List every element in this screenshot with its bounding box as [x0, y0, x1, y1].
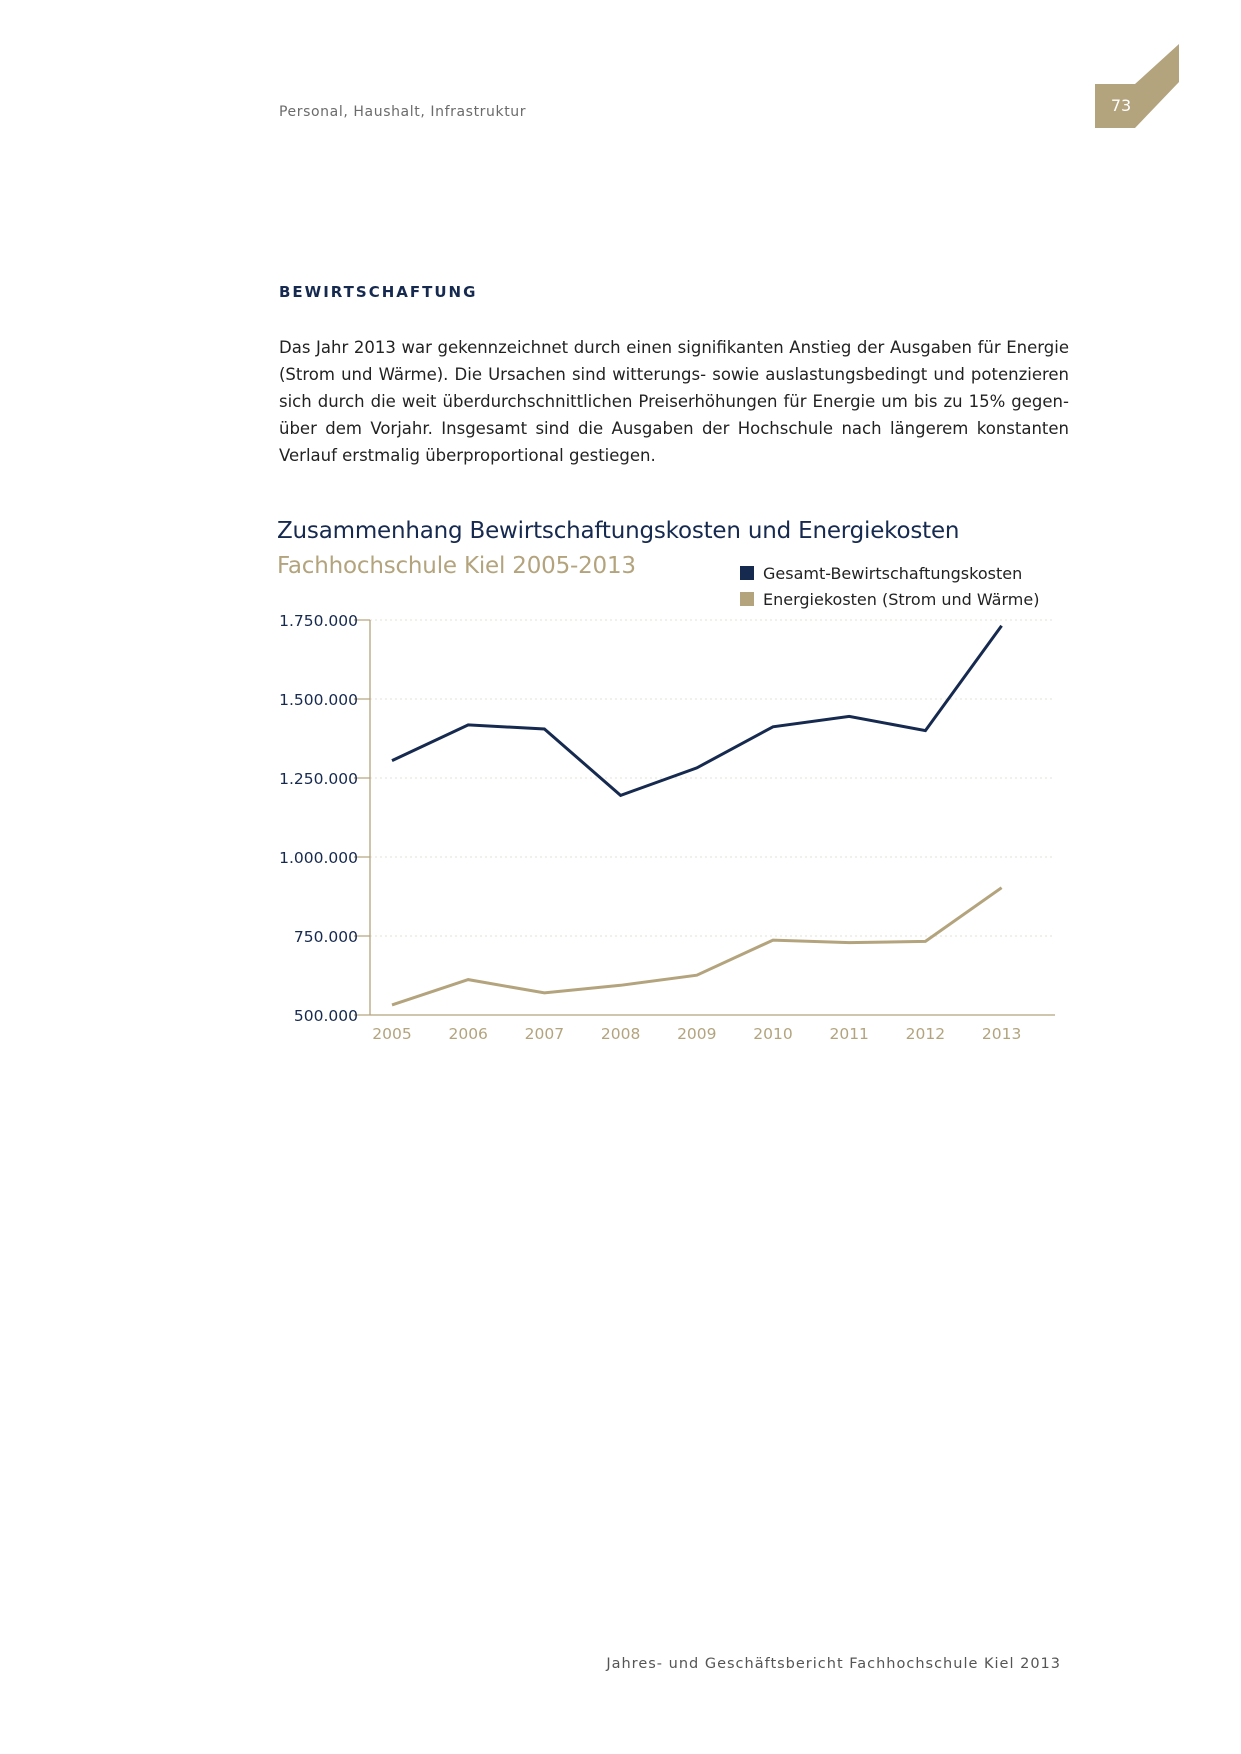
- x-tick-label: 2005: [372, 1025, 412, 1043]
- series-line-gesamt: [392, 626, 1002, 796]
- legend-label-energie: Energiekosten (Strom und Wärme): [763, 589, 1040, 609]
- y-tick-label: 1.250.000: [279, 770, 358, 788]
- x-tick-label: 2011: [829, 1025, 869, 1043]
- legend-label-gesamt: Gesamt-Bewirtschaftungskosten: [763, 563, 1023, 583]
- y-tick-label: 750.000: [293, 928, 358, 946]
- x-tick-label: 2013: [981, 1025, 1022, 1043]
- x-tick-label: 2008: [600, 1025, 641, 1043]
- y-tick-label: 1.500.000: [279, 691, 358, 709]
- y-tick-label: 500.000: [293, 1007, 358, 1025]
- body-paragraph: Das Jahr 2013 war gekennzeichnet durch einen signifikanten Anstieg der Ausgaben für Energie (Strom und Wärme). Die Ursachen sind witterungs- sowie auslastungsbedingt und potenzieren sich durch die weit überdurchschnittlichen Preiserhöhungen für Energie um bis zu 15% gegenüber dem Vorjahr. Insgesamt sind die Ausgaben der Hochschule nach längerem konstanten Verlauf erstmalig überproportional gestiegen.: [279, 338, 1069, 465]
- page-number: 73: [1110, 96, 1132, 115]
- y-tick-label: 1.750.000: [279, 612, 358, 630]
- x-tick-label: 2006: [448, 1025, 488, 1043]
- footer-text: Jahres- und Geschäftsbericht Fachhochschule Kiel 2013: [606, 1656, 1061, 1672]
- x-tick-label: 2007: [524, 1025, 565, 1043]
- x-tick-label: 2012: [905, 1025, 946, 1043]
- section-heading: BEWIRTSCHAFTUNG: [279, 283, 478, 301]
- chart-title: Zusammenhang Bewirtschaftungskosten und Energiekosten: [277, 518, 960, 544]
- running-head: Personal, Haushalt, Infrastruktur: [279, 104, 527, 120]
- series-line-energie: [392, 888, 1002, 1005]
- chart-subtitle: Fachhochschule Kiel 2005-2013: [277, 553, 636, 579]
- x-tick-label: 2009: [677, 1025, 717, 1043]
- x-tick-label: 2010: [753, 1025, 793, 1043]
- y-tick-label: 1.000.000: [279, 849, 358, 867]
